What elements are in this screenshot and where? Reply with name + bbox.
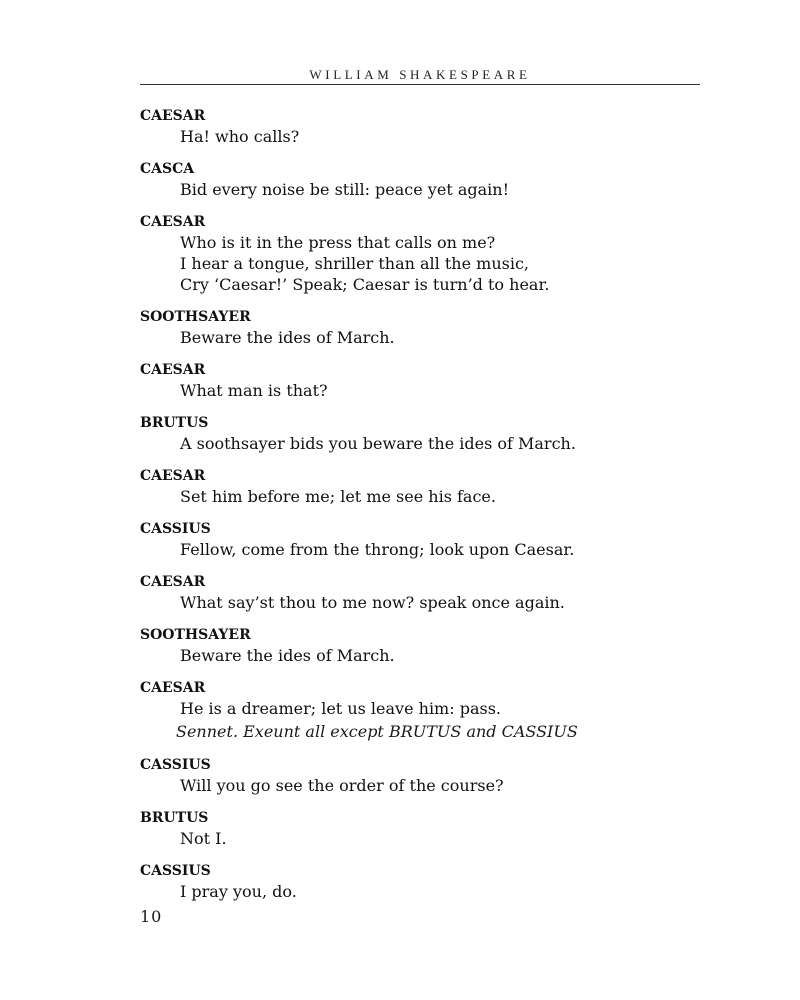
speech-lines xyxy=(140,486,740,507)
speech-line: Who is it in the press that calls on me? xyxy=(180,233,496,252)
speech-block xyxy=(140,107,740,147)
running-header-title: WILLIAM SHAKESPEARE xyxy=(309,67,531,82)
speech-block xyxy=(140,361,740,401)
speech-lines xyxy=(140,179,740,200)
speaker-name: CASCA xyxy=(140,161,195,177)
speech-lines xyxy=(140,881,740,902)
speech-lines xyxy=(140,775,740,796)
speech-line: Not I. xyxy=(180,829,227,848)
speech-block xyxy=(140,756,740,796)
speech-line: Will you go see the order of the course? xyxy=(180,776,504,795)
speaker-name: CASSIUS xyxy=(140,863,211,879)
speech-line: Beware the ides of March. xyxy=(180,646,395,665)
speech-line: Beware the ides of March. xyxy=(180,328,395,347)
stage-direction: Sennet. Exeunt all except BRUTUS and CASSIUS xyxy=(176,722,578,741)
speech-block xyxy=(140,862,740,902)
running-header xyxy=(140,64,700,85)
speech-line: Set him before me; let me see his face. xyxy=(180,487,496,506)
speech-block xyxy=(140,213,740,295)
speech-block xyxy=(140,679,740,743)
speaker-name: BRUTUS xyxy=(140,415,209,431)
speech-block xyxy=(140,467,740,507)
speech-lines xyxy=(140,645,740,666)
speech-block xyxy=(140,626,740,666)
speech-block xyxy=(140,809,740,849)
speech-lines xyxy=(140,592,740,613)
speech-block xyxy=(140,520,740,560)
speech-block xyxy=(140,414,740,454)
speech-lines xyxy=(140,232,740,295)
speaker-name: SOOTHSAYER xyxy=(140,309,251,325)
speech-line: Bid every noise be still: peace yet again! xyxy=(180,180,509,199)
speaker-name: CAESAR xyxy=(140,214,206,230)
speaker-name: CAESAR xyxy=(140,468,206,484)
speech-lines xyxy=(140,828,740,849)
speaker-name: BRUTUS xyxy=(140,810,209,826)
speech-line: I hear a tongue, shriller than all the music, xyxy=(180,254,530,273)
speech-lines xyxy=(140,380,740,401)
speech-line: He is a dreamer; let us leave him: pass. xyxy=(180,699,501,718)
speech-line: What say’st thou to me now? speak once again. xyxy=(180,593,565,612)
speaker-name: CASSIUS xyxy=(140,757,211,773)
speech-line: Cry ‘Caesar!’ Speak; Caesar is turn’d to hear. xyxy=(180,275,550,294)
speech-line: A soothsayer bids you beware the ides of March. xyxy=(180,434,576,453)
speech-lines xyxy=(140,126,740,147)
speaker-name: SOOTHSAYER xyxy=(140,627,251,643)
speech-lines xyxy=(140,539,740,560)
page-number: 10 xyxy=(140,907,163,926)
play-script xyxy=(140,107,740,915)
speech-line: Fellow, come from the throng; look upon Caesar. xyxy=(180,540,575,559)
speaker-name: CAESAR xyxy=(140,574,206,590)
speech-line: Ha! who calls? xyxy=(180,127,300,146)
speech-block xyxy=(140,308,740,348)
speaker-name: CAESAR xyxy=(140,108,206,124)
speaker-name: CAESAR xyxy=(140,362,206,378)
speaker-name: CASSIUS xyxy=(140,521,211,537)
speech-block xyxy=(140,160,740,200)
speech-line: I pray you, do. xyxy=(180,882,297,901)
speech-lines xyxy=(140,327,740,348)
speech-line: What man is that? xyxy=(180,381,328,400)
speaker-name: CAESAR xyxy=(140,680,206,696)
speech-block xyxy=(140,573,740,613)
speech-lines xyxy=(140,433,740,454)
speech-lines xyxy=(140,698,740,719)
